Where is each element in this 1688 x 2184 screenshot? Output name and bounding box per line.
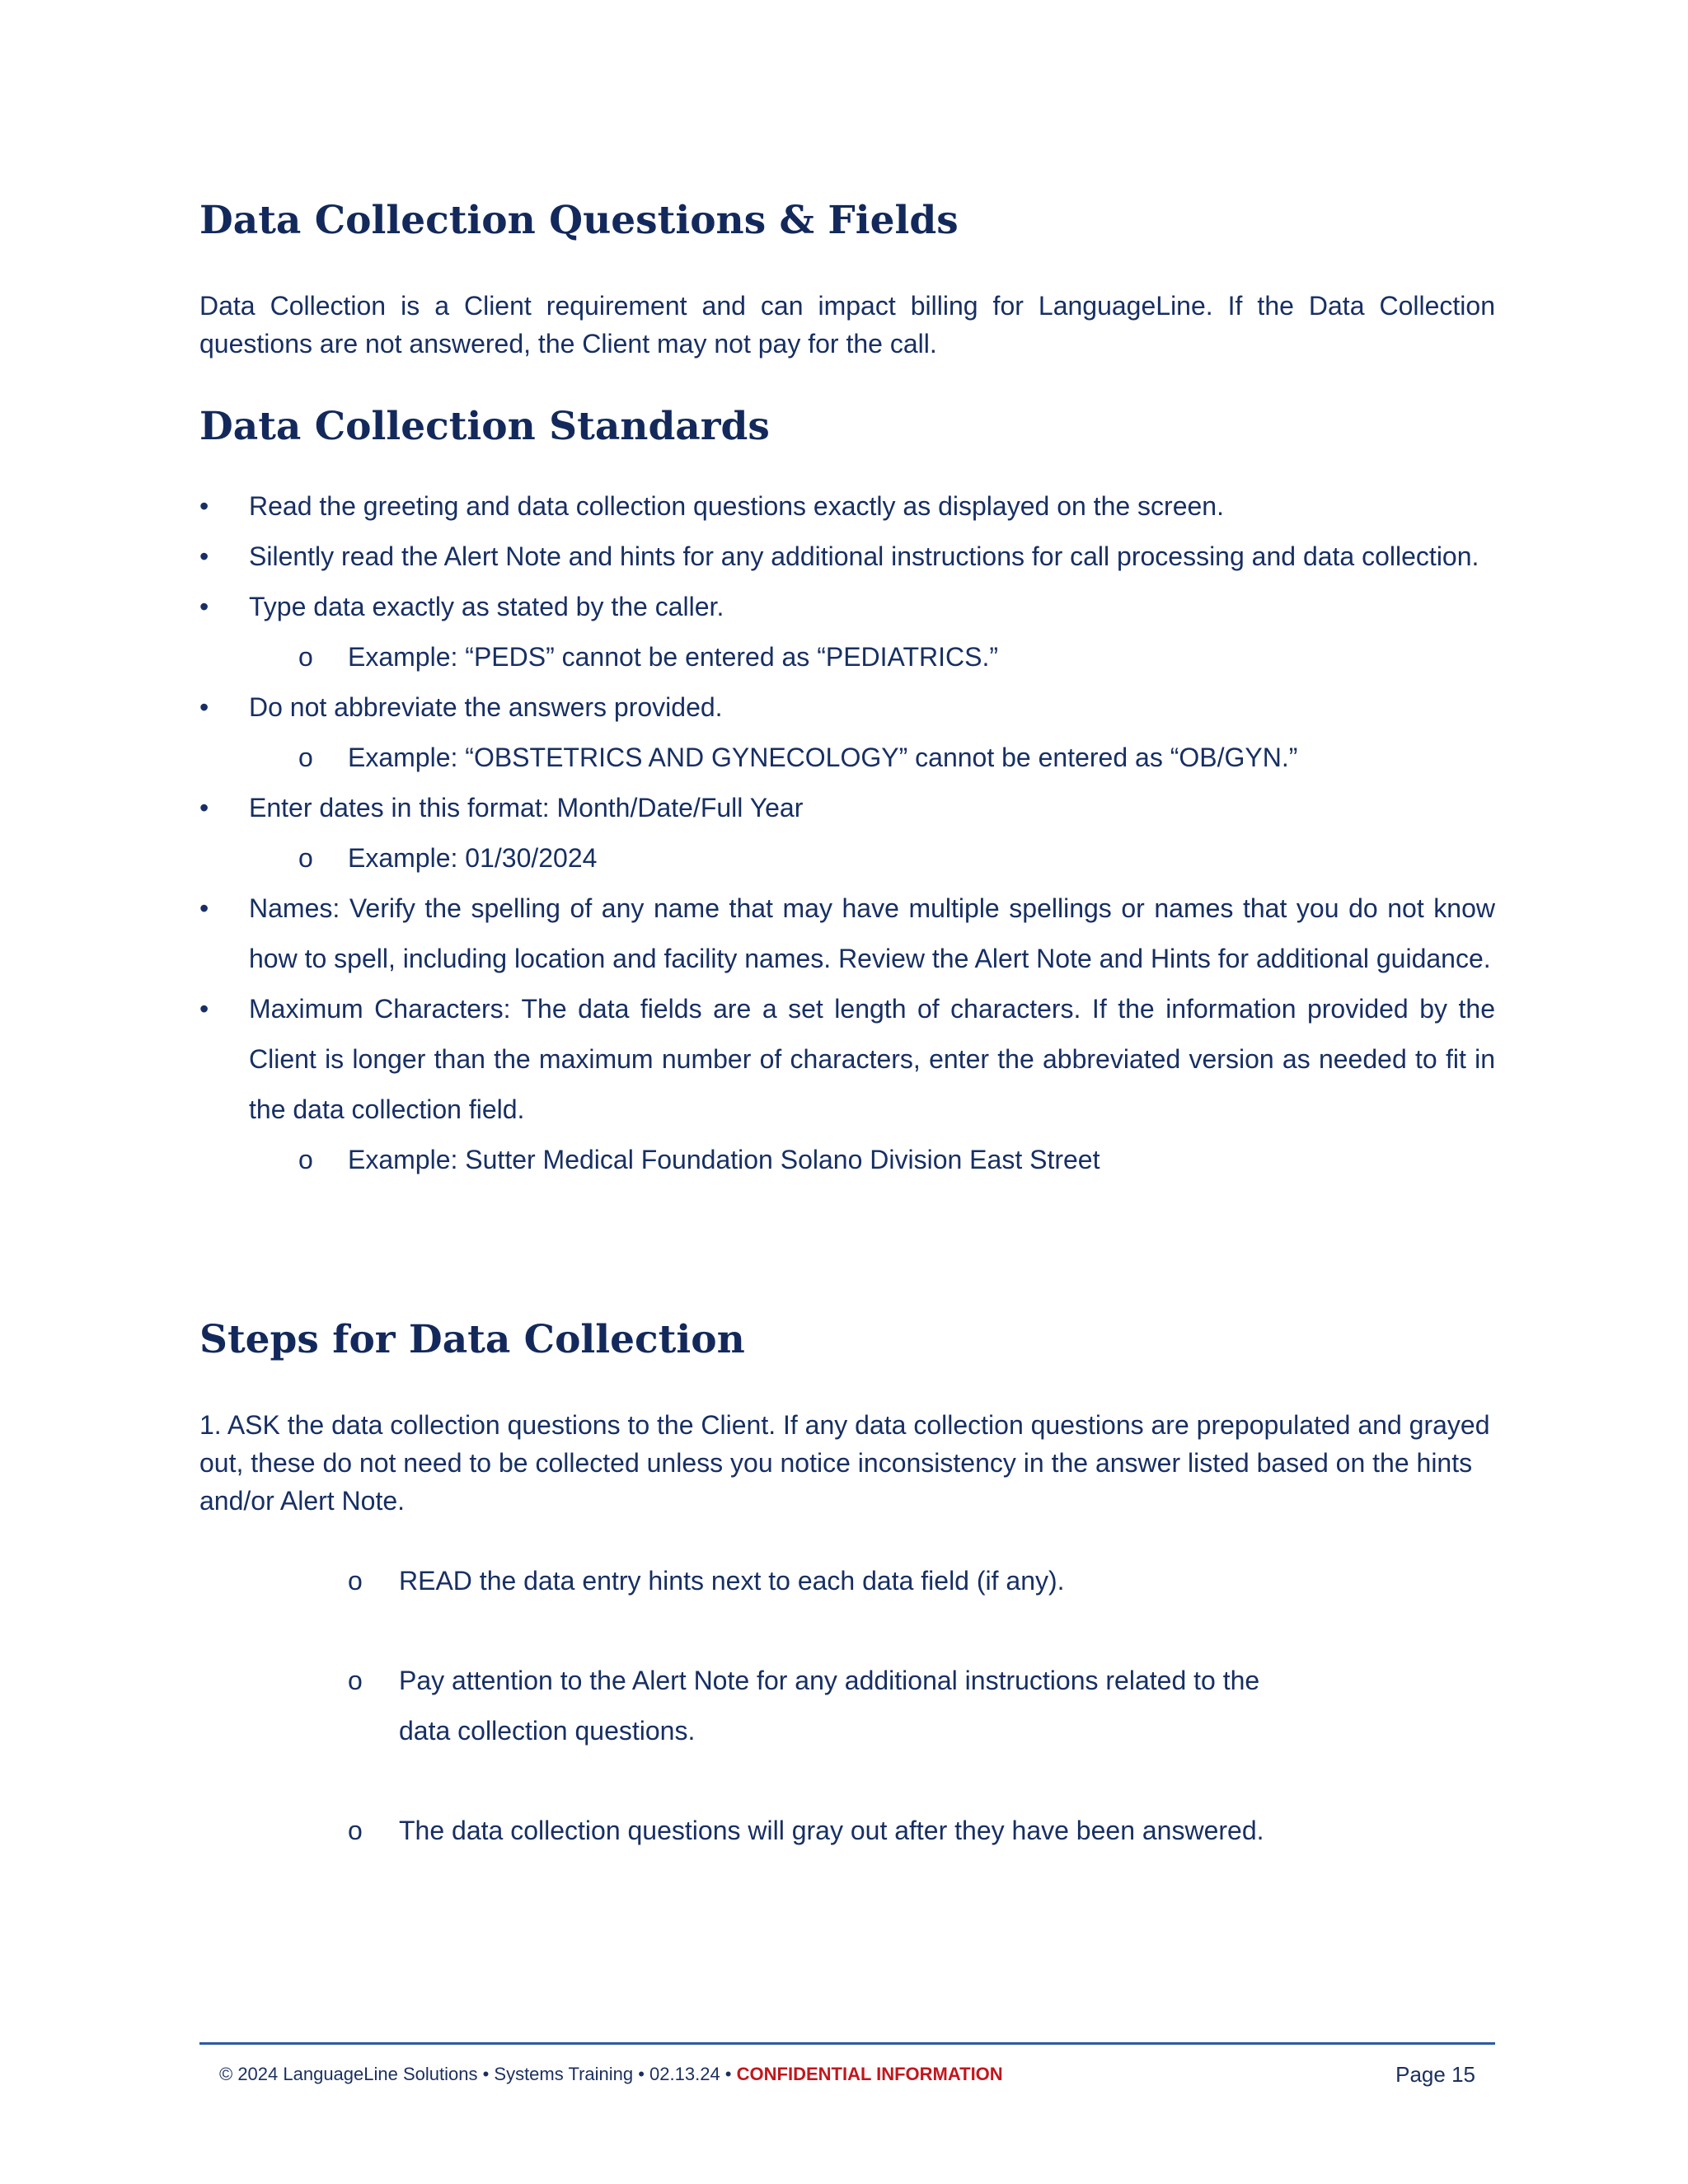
paragraph-questions-fields: Data Collection is a Client requirement and can impact billing for LanguageLine. If the Data Collection questions are not answered, the Client may not pay for the call. (199, 291, 1495, 359)
bullet-icon: • (199, 793, 209, 823)
footer-divider (199, 2042, 1495, 2045)
circle-bullet-icon: o (298, 843, 313, 873)
circle-bullet-icon: o (298, 743, 313, 772)
standards-sub-item (199, 733, 1495, 783)
heading-standards: Data Collection Standards (199, 404, 770, 449)
standards-bullet-item (199, 532, 1495, 582)
steps-sub-item (199, 1806, 1306, 1856)
standards-bullet-item (199, 984, 1495, 1135)
item-text: Type data exactly as stated by the caller. (249, 592, 724, 621)
standards-sub-item (199, 1135, 1495, 1185)
item-text: Example: Sutter Medical Foundation Solano Division East Street (348, 1145, 1100, 1174)
item-text: READ the data entry hints next to each data field (if any). (399, 1566, 1065, 1596)
paragraph-steps: 1. ASK the data collection questions to the Client. If any data collection questions are prepopulated and grayed out, these do not need to be collected unless you notice inconsistency in the answer listed based on the hints and/or Alert Note. (199, 1410, 1490, 1516)
item-text: Pay attention to the Alert Note for any additional instructions related to the data collection questions. (399, 1666, 1260, 1746)
circle-bullet-icon: o (298, 642, 313, 672)
item-text: Do not abbreviate the answers provided. (249, 692, 723, 722)
steps-sub-list (199, 1556, 1495, 1905)
bullet-icon: • (199, 592, 209, 621)
standards-bullet-item (199, 481, 1495, 532)
steps-sub-item (199, 1556, 1306, 1606)
bullet-icon: • (199, 893, 209, 923)
bullet-icon: • (199, 491, 209, 521)
bullet-icon: • (199, 994, 209, 1024)
bullet-icon: • (199, 541, 209, 571)
steps-sub-item (199, 1656, 1306, 1756)
standards-sub-item (199, 833, 1495, 883)
item-text: The data collection questions will gray out after they have been answered. (399, 1816, 1264, 1845)
page-number: Page 15 (1395, 2062, 1475, 2087)
item-text: Maximum Characters: The data fields are a set length of characters. If the information provided by the Client is longer than the maximum number of characters, enter the abbreviated version as needed to fit in the data collection field. (249, 994, 1495, 1124)
circle-bullet-icon: o (348, 1666, 363, 1695)
item-text: Names: Verify the spelling of any name that may have multiple spellings or names that you do not know how to spell, including location and facility names. Review the Alert Note and Hints for additional guidance. (249, 893, 1495, 973)
item-text: Enter dates in this format: Month/Date/Full Year (249, 793, 804, 823)
item-text: Silently read the Alert Note and hints for any additional instructions for call processing and data collection. (249, 541, 1479, 571)
heading-steps: Steps for Data Collection (199, 1317, 745, 1362)
footer (219, 2064, 1475, 2085)
bullet-icon: • (199, 692, 209, 722)
heading-questions-fields: Data Collection Questions & Fields (199, 198, 959, 243)
circle-bullet-icon: o (298, 1145, 313, 1174)
circle-bullet-icon: o (348, 1816, 363, 1845)
standards-list (199, 481, 1495, 1185)
footer-confidential: CONFIDENTIAL INFORMATION (736, 2064, 1003, 2084)
standards-bullet-item (199, 682, 1495, 733)
item-text: Read the greeting and data collection questions exactly as displayed on the screen. (249, 491, 1224, 521)
standards-bullet-item (199, 883, 1495, 984)
item-text: Example: 01/30/2024 (348, 843, 598, 873)
standards-bullet-item (199, 783, 1495, 833)
standards-bullet-item (199, 582, 1495, 632)
item-text: Example: “PEDS” cannot be entered as “PEDIATRICS.” (348, 642, 999, 672)
footer-copyright: © 2024 LanguageLine Solutions • Systems Training • 02.13.24 • (219, 2064, 737, 2084)
circle-bullet-icon: o (348, 1566, 363, 1596)
item-text: Example: “OBSTETRICS AND GYNECOLOGY” cannot be entered as “OB/GYN.” (348, 743, 1298, 772)
standards-sub-item (199, 632, 1495, 682)
